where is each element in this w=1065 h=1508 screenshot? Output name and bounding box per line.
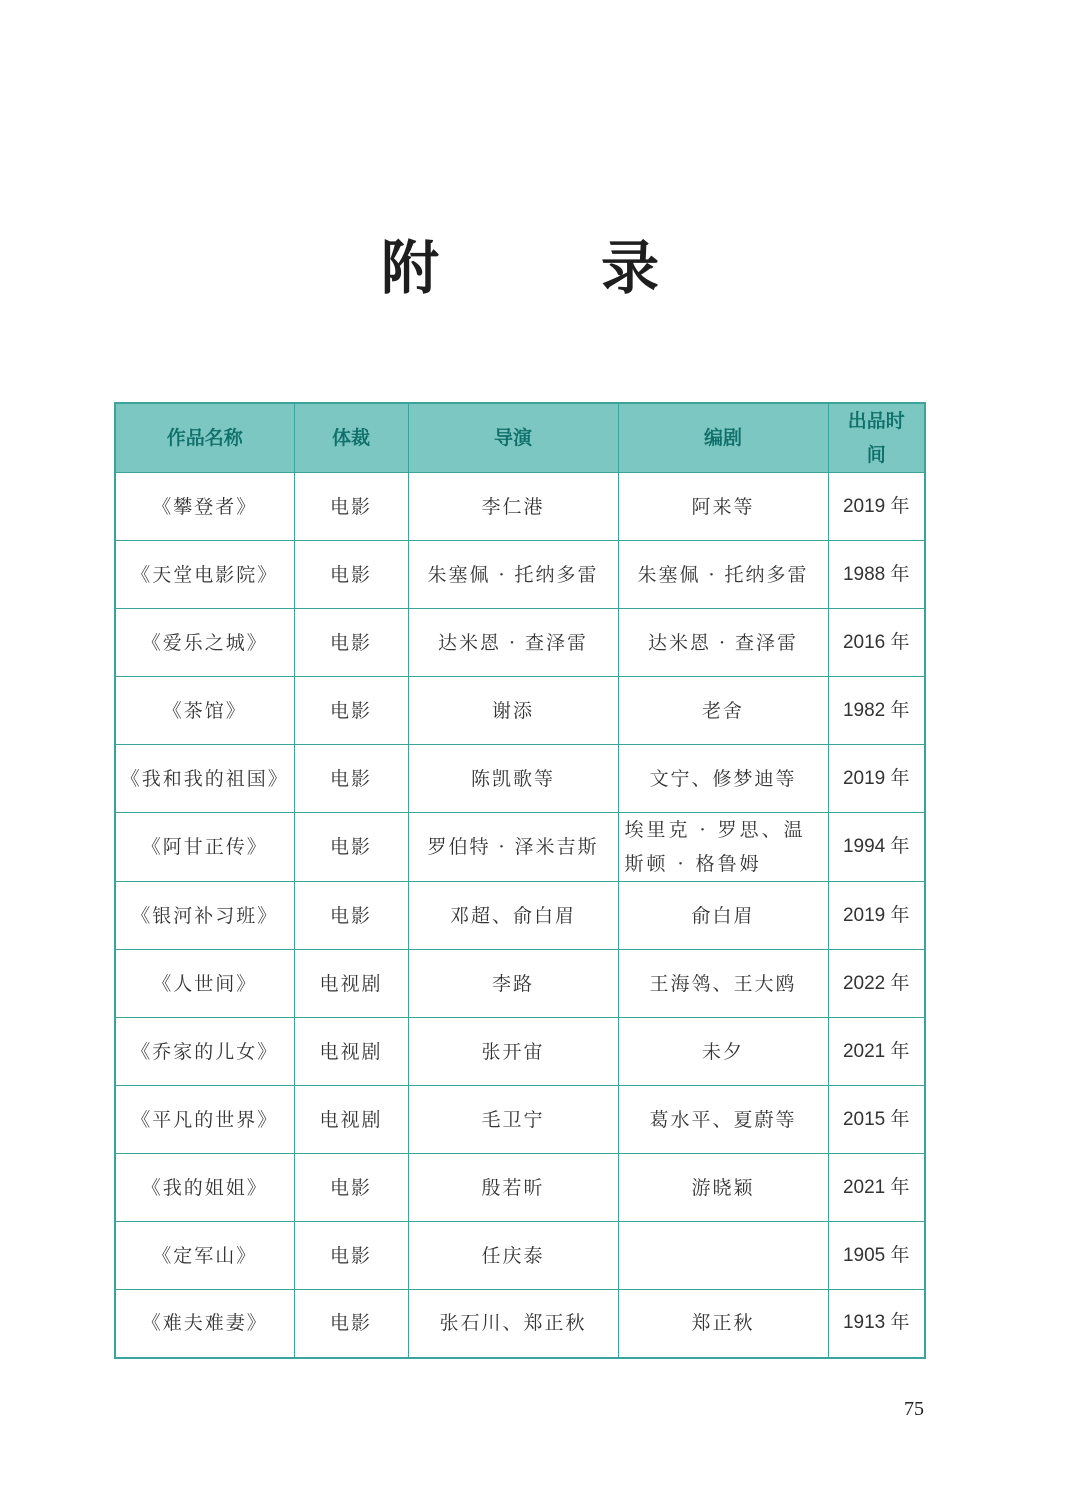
cell-genre: 电影: [294, 813, 408, 882]
cell-director: 殷若昕: [408, 1154, 618, 1222]
cell-year: 1982 年: [828, 677, 925, 745]
cell-director: 陈凯歌等: [408, 745, 618, 813]
cell-genre: 电影: [294, 882, 408, 950]
cell-director: 罗伯特 · 泽米吉斯: [408, 813, 618, 882]
cell-writer: 游晓颖: [618, 1154, 828, 1222]
header-title: 作品名称: [115, 403, 294, 473]
table-row: [115, 813, 925, 882]
cell-writer: 未夕: [618, 1018, 828, 1086]
appendix-table: [114, 402, 926, 1359]
cell-genre: 电影: [294, 677, 408, 745]
cell-title: 《难夫难妻》: [115, 1290, 294, 1358]
cell-year: 2021 年: [828, 1018, 925, 1086]
cell-director: 张石川、郑正秋: [408, 1290, 618, 1358]
cell-year: 1905 年: [828, 1222, 925, 1290]
cell-director: 毛卫宁: [408, 1086, 618, 1154]
cell-title: 《爱乐之城》: [115, 609, 294, 677]
cell-title: 《攀登者》: [115, 473, 294, 541]
cell-genre: 电影: [294, 609, 408, 677]
cell-writer: 郑正秋: [618, 1290, 828, 1358]
cell-writer: 阿来等: [618, 473, 828, 541]
table-row: [115, 609, 925, 677]
cell-genre: 电视剧: [294, 1018, 408, 1086]
cell-year: 2019 年: [828, 473, 925, 541]
table-row: [115, 950, 925, 1018]
table-row: [115, 745, 925, 813]
table-row: [115, 1086, 925, 1154]
cell-director: 谢添: [408, 677, 618, 745]
cell-genre: 电影: [294, 541, 408, 609]
cell-year: 2021 年: [828, 1154, 925, 1222]
table-row: [115, 541, 925, 609]
table-row: [115, 1290, 925, 1358]
cell-year: 2022 年: [828, 950, 925, 1018]
cell-title: 《平凡的世界》: [115, 1086, 294, 1154]
cell-writer: 老舍: [618, 677, 828, 745]
cell-writer: 达米恩 · 查泽雷: [618, 609, 828, 677]
cell-year: 2016 年: [828, 609, 925, 677]
cell-genre: 电视剧: [294, 950, 408, 1018]
cell-director: 李仁港: [408, 473, 618, 541]
table-row: [115, 1154, 925, 1222]
cell-genre: 电影: [294, 1154, 408, 1222]
cell-title: 《茶馆》: [115, 677, 294, 745]
cell-title: 《我的姐姐》: [115, 1154, 294, 1222]
cell-genre: 电影: [294, 1290, 408, 1358]
cell-title: 《乔家的儿女》: [115, 1018, 294, 1086]
cell-director: 邓超、俞白眉: [408, 882, 618, 950]
table-row: [115, 1018, 925, 1086]
cell-year: 1994 年: [828, 813, 925, 882]
header-writer: 编剧: [618, 403, 828, 473]
cell-writer: 朱塞佩 · 托纳多雷: [618, 541, 828, 609]
cell-year: 2019 年: [828, 882, 925, 950]
cell-genre: 电影: [294, 1222, 408, 1290]
cell-title: 《阿甘正传》: [115, 813, 294, 882]
page-number: 75: [904, 1398, 924, 1420]
table-row: [115, 882, 925, 950]
cell-writer: 埃里克 · 罗思、温斯顿 · 格鲁姆: [618, 813, 828, 882]
cell-genre: 电视剧: [294, 1086, 408, 1154]
cell-year: 2015 年: [828, 1086, 925, 1154]
cell-genre: 电影: [294, 745, 408, 813]
cell-title: 《天堂电影院》: [115, 541, 294, 609]
header-director: 导演: [408, 403, 618, 473]
cell-writer: 俞白眉: [618, 882, 828, 950]
cell-writer: [618, 1222, 828, 1290]
cell-director: 达米恩 · 查泽雷: [408, 609, 618, 677]
header-year: 出品时间: [828, 403, 925, 473]
cell-year: 1913 年: [828, 1290, 925, 1358]
table-row: [115, 677, 925, 745]
cell-title: 《我和我的祖国》: [115, 745, 294, 813]
table-row: [115, 1222, 925, 1290]
cell-director: 张开宙: [408, 1018, 618, 1086]
cell-year: 1988 年: [828, 541, 925, 609]
table-header-row: [115, 403, 925, 473]
header-genre: 体裁: [294, 403, 408, 473]
page-title: 附 录: [380, 234, 711, 302]
cell-writer: 葛水平、夏蔚等: [618, 1086, 828, 1154]
cell-title: 《人世间》: [115, 950, 294, 1018]
table-row: [115, 473, 925, 541]
cell-director: 朱塞佩 · 托纳多雷: [408, 541, 618, 609]
cell-title: 《银河补习班》: [115, 882, 294, 950]
cell-director: 李路: [408, 950, 618, 1018]
cell-director: 任庆泰: [408, 1222, 618, 1290]
cell-title: 《定军山》: [115, 1222, 294, 1290]
cell-genre: 电影: [294, 473, 408, 541]
cell-year: 2019 年: [828, 745, 925, 813]
cell-writer: 王海鸰、王大鸥: [618, 950, 828, 1018]
cell-writer: 文宁、修梦迪等: [618, 745, 828, 813]
